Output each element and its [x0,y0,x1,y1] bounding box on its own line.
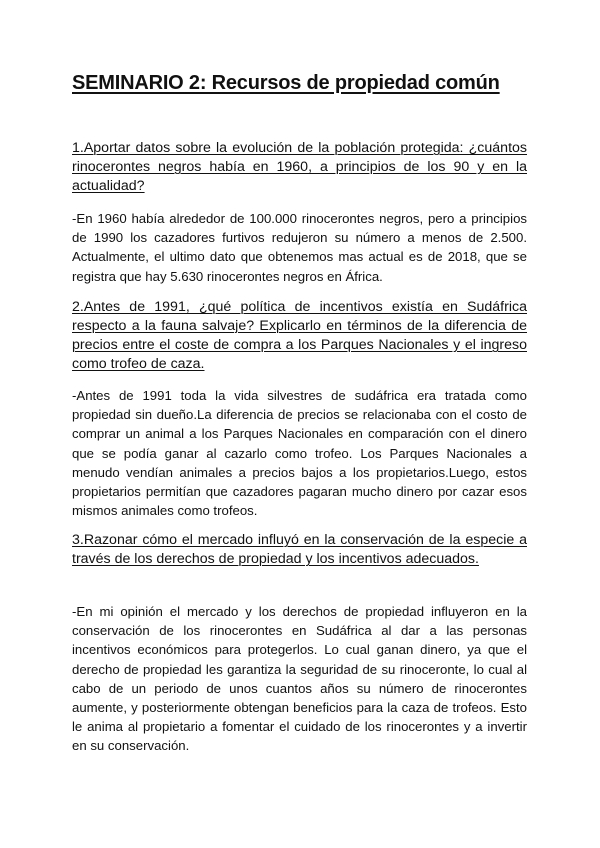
answer-3: -En mi opinión el mercado y los derechos de propiedad influyeron en la conservación de los rinocerontes en Sudáfrica al dar a las personas incentivos económicos para protegerlos. Lo cual ganan dinero, ya que el derecho de propiedad les garantiza la seguridad de su rinoceronte, lo cual al cabo de un periodo de unos cuantos años su número de rinocerontes aumente, y posteriormente obtengan beneficios para la caza de trofeos. Esto le anima al propietario a fomentar el cuidado de los rinocerontes y a invertir en su conservación. [72,604,527,754]
answer-1: -En 1960 había alrededor de 100.000 rinocerontes negros, pero a principios de 1990 los cazadores furtivos redujeron su número a menos de 2.500. Actualmente, el ultimo dato que obtenemos mas actual es de 2018, que se registra que hay 5.630 rinocerontes negros en África. [72,211,527,284]
question-1: 1.Aportar datos sobre la evolución de la población protegida: ¿cuántos rinocerontes negros había en 1960, a principios de los 90 y en la actualidad? [72,140,527,194]
page-title: SEMINARIO 2: Recursos de propiedad común [72,72,500,94]
answer-2: -Antes de 1991 toda la vida silvestres de sudáfrica era tratada como propiedad sin dueño.La diferencia de precios se relacionaba con el costo de comprar un animal a los Parques Nacionales en comparación con el dinero que se podía ganar al cazarlo como trofeo. Los Parques Nacionales a menudo vendían animales a precios bajos a los propietarios.Luego, estos propietarios permitían que cazadores pagaran mucho dinero por cazar esos mismos animales como trofeos. [72,388,527,519]
question-3: 3.Razonar cómo el mercado influyó en la conservación de la especie a través de los derechos de propiedad y los incentivos adecuados. [72,532,527,567]
question-2: 2.Antes de 1991, ¿qué política de incentivos existía en Sudáfrica respecto a la fauna salvaje? Explicarlo en términos de la diferencia de precios entre el coste de compra a los Parques Nacionales y el ingreso como trofeo de caza. [72,299,527,372]
